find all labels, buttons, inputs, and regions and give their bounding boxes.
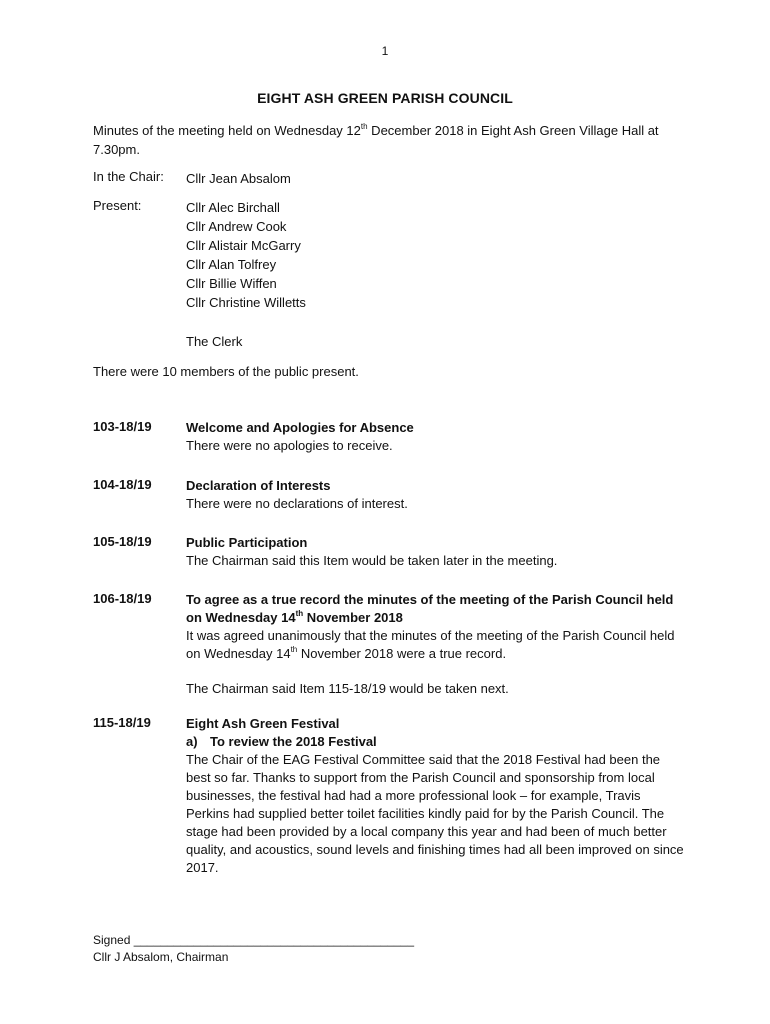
signature-name: Cllr J Absalom, Chairman: [93, 950, 229, 964]
item-heading-sup: th: [295, 608, 304, 618]
item-115: [186, 715, 686, 877]
present-member: Cllr Christine Willetts: [186, 295, 306, 310]
item-105: [186, 534, 686, 570]
item-heading: Declaration of Interests: [186, 478, 331, 493]
item-text: There were no apologies to receive.: [186, 438, 393, 453]
item-text: The Chairman said this Item would be taken later in the meeting.: [186, 553, 558, 568]
present-list: [186, 198, 686, 351]
item-text: [186, 627, 686, 663]
signature-line: Signed __________________________________________: [93, 933, 414, 947]
item-103: [186, 419, 686, 455]
item-text-pre: It was agreed unanimously that the minutes of the meeting of the Parish Council held on Wednesday 14: [186, 628, 675, 661]
present-member: Cllr Alan Tolfrey: [186, 257, 277, 272]
present-member: Cllr Alistair McGarry: [186, 238, 301, 253]
item-text-post: November 2018 were a true record.: [297, 646, 507, 661]
item-number: 103-18/19: [93, 419, 152, 434]
item-heading-post: November 2018: [303, 610, 403, 625]
item-number: 106-18/19: [93, 591, 152, 606]
present-label: Present:: [93, 198, 142, 213]
item-heading: Eight Ash Green Festival: [186, 716, 340, 731]
item-text: There were no declarations of interest.: [186, 496, 408, 511]
chair-label: In the Chair:: [93, 169, 164, 184]
document-title: EIGHT ASH GREEN PARISH COUNCIL: [257, 90, 513, 106]
item-note: The Chairman said Item 115-18/19 would be taken next.: [186, 681, 509, 696]
item-number: 105-18/19: [93, 534, 152, 549]
item-heading: [186, 591, 686, 627]
sub-letter: a): [186, 734, 198, 749]
public-note: There were 10 members of the public present.: [93, 364, 359, 379]
item-number: 104-18/19: [93, 477, 152, 492]
chair-value: Cllr Jean Absalom: [186, 171, 291, 186]
intro-sup: th: [360, 121, 368, 131]
item-heading: Welcome and Apologies for Absence: [186, 420, 414, 435]
page-number: 1: [381, 44, 389, 58]
present-member: Cllr Billie Wiffen: [186, 276, 277, 291]
item-number: 115-18/19: [93, 715, 151, 730]
present-member: Cllr Alec Birchall: [186, 200, 280, 215]
item-heading-pre: To agree as a true record the minutes of the meeting of the Parish Council held on Wednesday 14: [186, 592, 674, 625]
intro-paragraph: [93, 121, 683, 159]
sub-heading-text: To review the 2018 Festival: [210, 734, 377, 749]
item-106: [186, 591, 686, 698]
item-heading: Public Participation: [186, 535, 308, 550]
present-clerk: The Clerk: [186, 334, 243, 349]
intro-text-pre: Minutes of the meeting held on Wednesday 12: [93, 123, 361, 138]
item-text-sup: th: [290, 644, 298, 654]
intro-text-post: December 2018 in Eight Ash Green Village Hall at 7.30pm.: [93, 123, 659, 157]
present-member: Cllr Andrew Cook: [186, 219, 287, 234]
signature-block: [93, 932, 414, 966]
item-text: The Chair of the EAG Festival Committee said that the 2018 Festival had been the best so far. Thanks to support from the Parish Council and sponsorship from local businesses, the festival had had a more professional look – for example, Travis Perkins had supplied better toilet facilities kindly paid for by the Parish Council. The stage had been provided by a local company this year and had been of much better quality, and acoustics, sound levels and finishing times had all been improved on since 2017.: [186, 752, 684, 875]
item-subheading: [186, 733, 686, 751]
item-104: [186, 477, 686, 513]
